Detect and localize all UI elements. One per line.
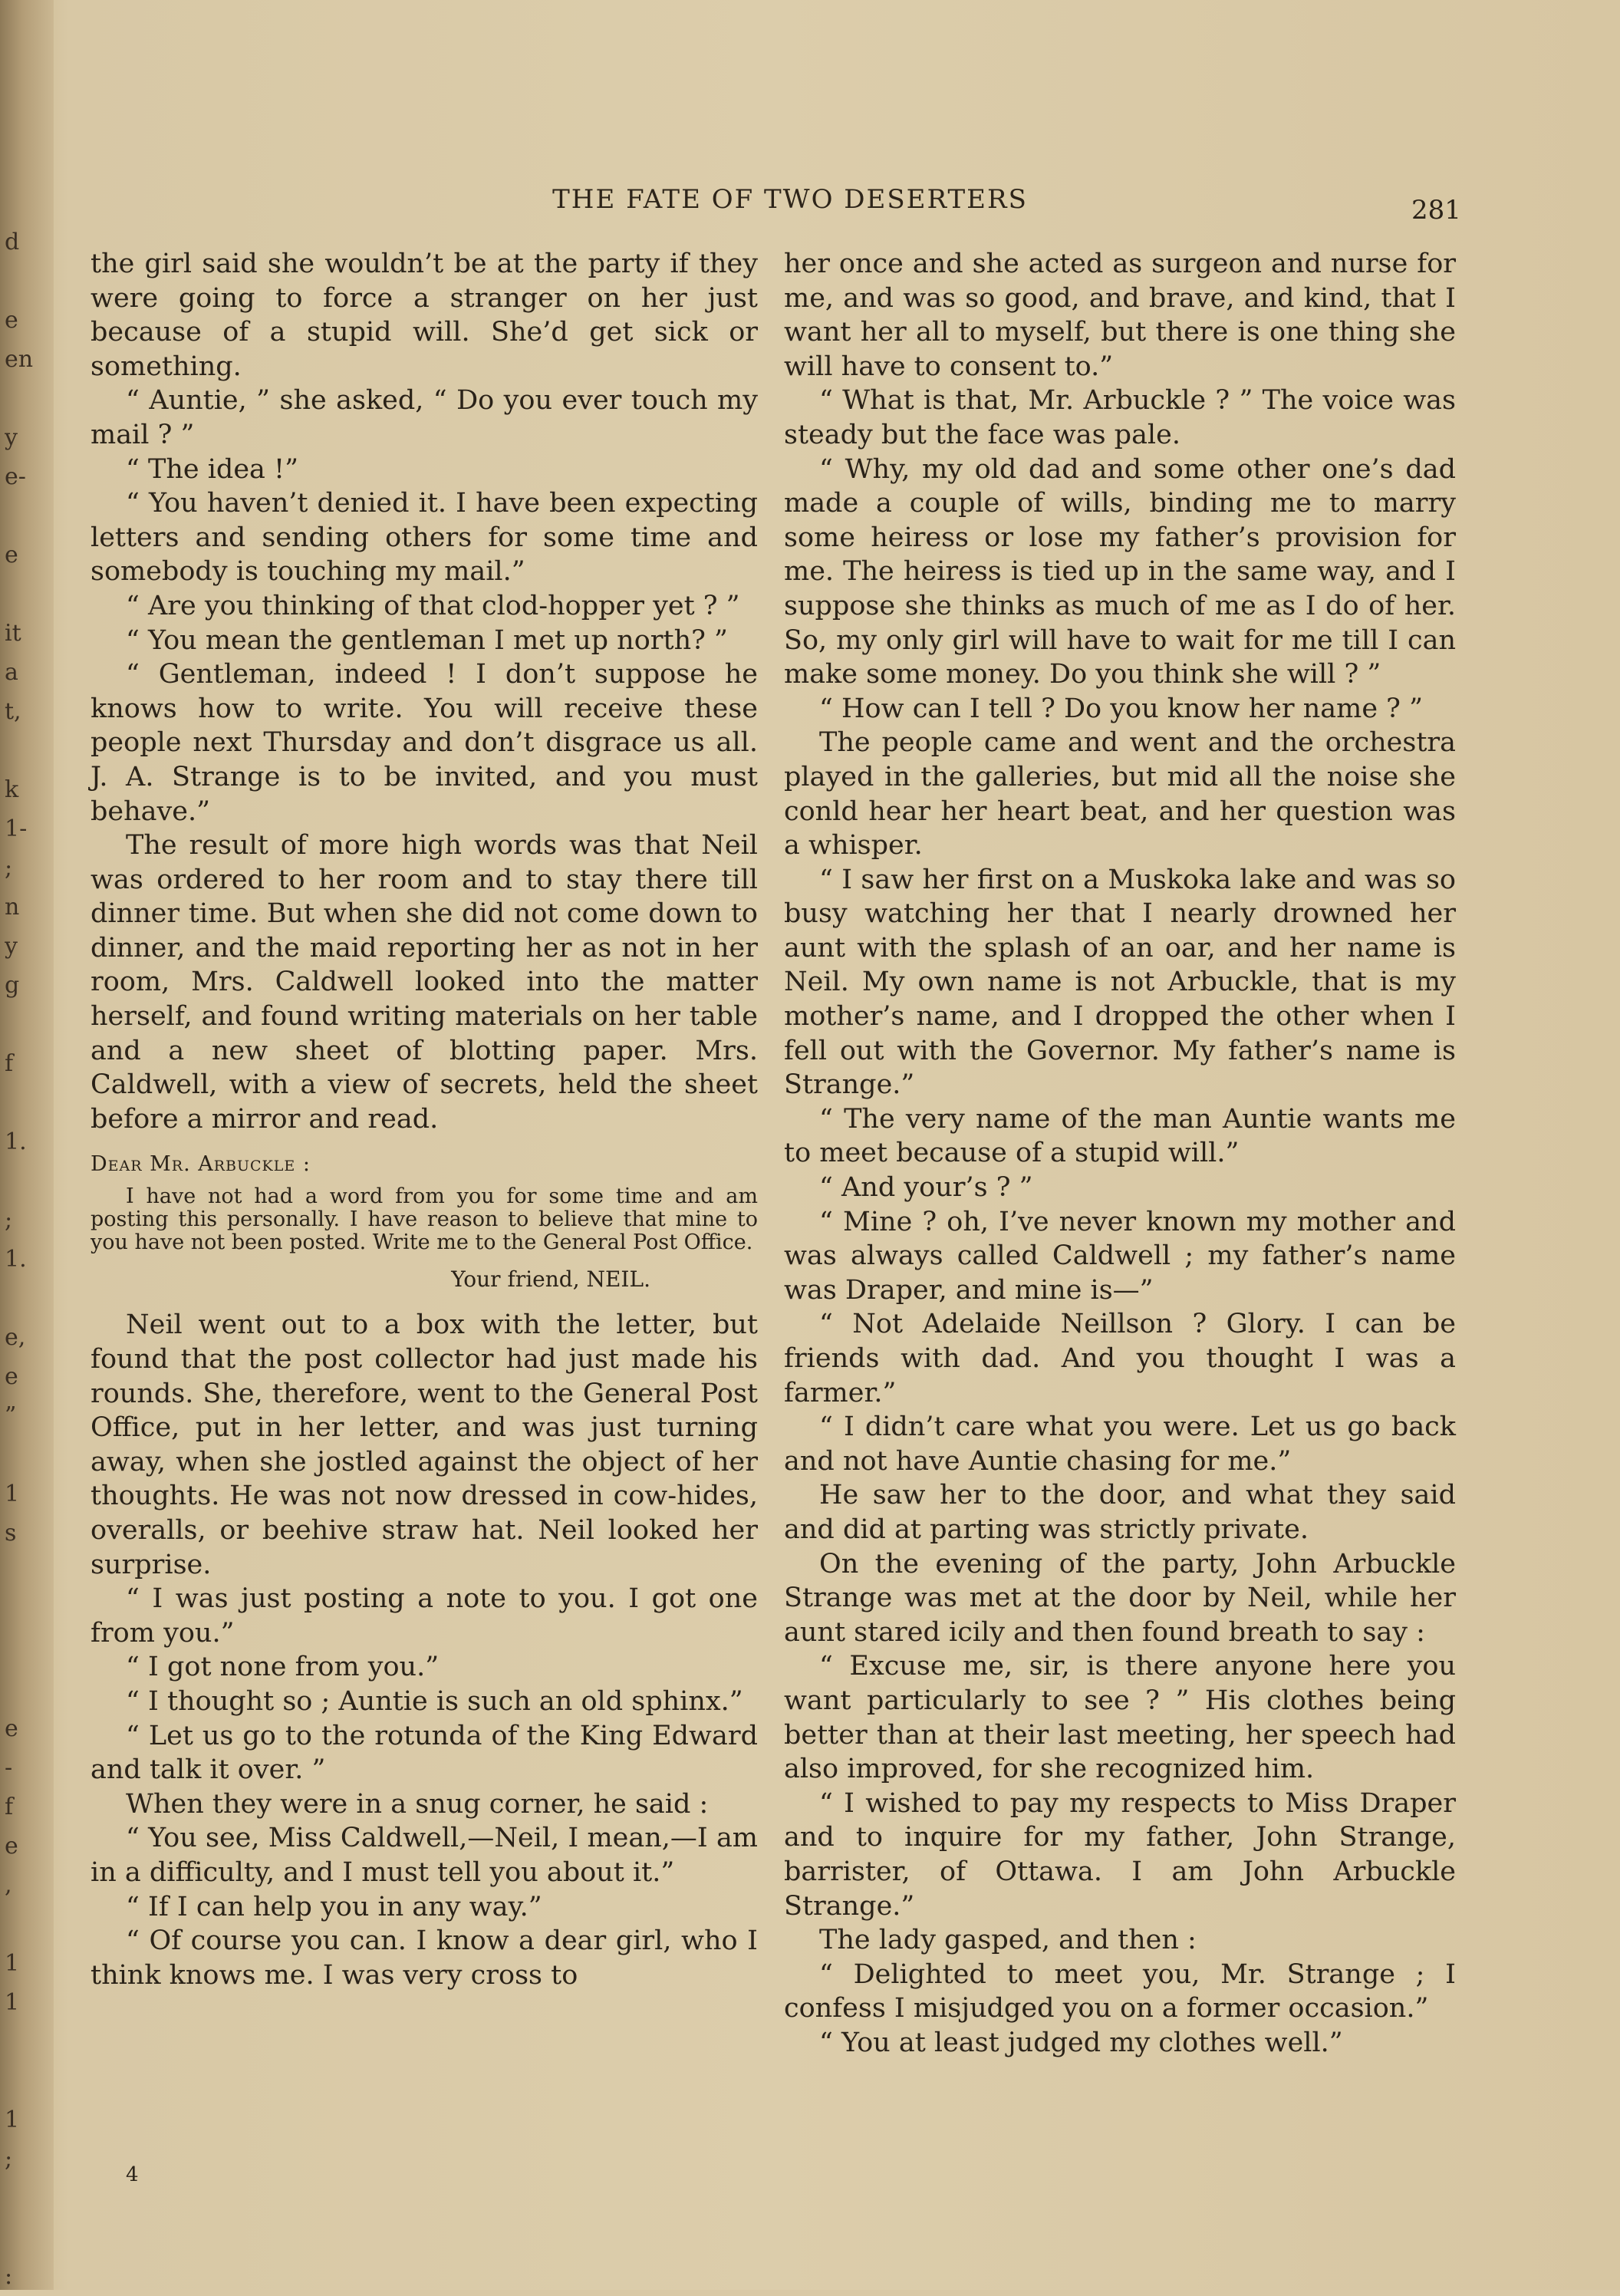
margin-fragment: y <box>5 424 18 451</box>
paragraph: “ You mean the gentleman I met up north? ” <box>126 624 728 656</box>
margin-fragment: e <box>5 1715 18 1742</box>
paragraph: the girl said she wouldn’t be at the party if they were going to force a stranger on her just because of a stupid will. She’d get sick or something. <box>91 249 758 382</box>
margin-fragment: t, <box>5 698 21 725</box>
paragraph: “ How can I tell ? Do you know her name ? ” <box>819 693 1423 724</box>
margin-fragment: - <box>5 1754 13 1781</box>
paragraph: “ Excuse me, sir, is there anyone here you want particularly to see ? ” His clothes being better than at their last meeting, her speech had also improved, for she recognized him. <box>784 1651 1456 1785</box>
paragraph: On the evening of the party, John Arbuckle Strange was met at the door by Neil, while her aunt stared icily and then found breath to say : <box>784 1548 1456 1648</box>
margin-fragment <box>5 1670 35 1709</box>
paragraph: “ I didn’t care what you were. Let us go back and not have Auntie chasing for me.” <box>784 1412 1456 1477</box>
paragraph: “ What is that, Mr. Arbuckle ? ” The voice was steady but the face was pale. <box>784 385 1456 450</box>
paragraph: The people came and went and the orchestra played in the galleries, but mid all the noise she conld hear her heart beat, and her question was a whisper. <box>784 727 1456 861</box>
paragraph: The result of more high words was that Neil was ordered to her room and to stay there till dinner time. But when she did not come down to dinner, and the maid reporting her as not in her room, Mrs. Caldwell looked into the matter herself, and found writing materials on her table and a new sheet of blotting paper. Mrs. Caldwell, with a view of secrets, held the sheet before a mirror and read. <box>91 830 758 1135</box>
paragraph: “ I got none from you.” <box>126 1652 440 1683</box>
margin-fragment: e <box>5 307 18 334</box>
margin-fragment: 1 <box>5 1950 20 1977</box>
margin-fragment: e, <box>5 1324 26 1351</box>
paragraph: “ Delighted to meet you, Mr. Strange ; I confess I misjudged you on a former occasion.” <box>784 1958 1456 2024</box>
margin-fragment <box>5 731 35 770</box>
margin-fragment: e <box>5 1833 18 1860</box>
margin-fragment: e <box>5 542 18 568</box>
margin-fragment <box>5 379 35 418</box>
margin-fragment: f <box>5 1050 14 1077</box>
page-number: 281 <box>1411 195 1461 226</box>
paragraph: “ Gentleman, indeed ! I don’t suppose he knows how to write. You will receive these people next Thursday and don’t disgrace us all. J. A. Strange is to be invited, and you must behave.” <box>91 659 758 827</box>
left-column-paragraphs <box>91 247 758 1136</box>
margin-fragment: e- <box>5 463 26 490</box>
margin-fragment: 1. <box>5 1246 27 1273</box>
margin-fragment: : <box>5 2263 13 2290</box>
margin-fragment: k <box>5 776 19 803</box>
margin-fragment <box>5 1553 35 1592</box>
letter-signoff: Your friend, NEIL. <box>451 1267 650 1293</box>
left-column <box>91 247 758 1992</box>
paragraph: He saw her to the door, and what they said and did at parting was strictly private. <box>784 1480 1456 1545</box>
signature-mark: 4 <box>126 2163 139 2186</box>
paragraph: “ I was just posting a note to you. I got one from you.” <box>91 1583 758 1649</box>
letter-body: I have not had a word from you for some time and am posting this personally. I have reason to believe that mine to you have not been posted. Write me to the General Post Office. <box>91 1184 758 1255</box>
margin-fragment <box>5 2179 35 2218</box>
paragraph: “ And your’s ? ” <box>819 1172 1033 1204</box>
paragraph: her once and she acted as surgeon and nurse for me, and was so good, and brave, and kind, that I want her all to myself, but there is one thing she will have to consent to.” <box>784 249 1456 382</box>
paragraph: “ Of course you can. I know a dear girl, who I think knows me. I was very cross to <box>91 1925 758 1991</box>
margin-fragment <box>5 1083 35 1122</box>
margin-fragment: g <box>5 972 20 999</box>
margin-fragment: 1- <box>5 815 28 842</box>
margin-fragment <box>5 496 35 535</box>
paragraph: “ Not Adelaide Neillson ? Glory. I can be friends with dad. And you thought I was a farmer.” <box>784 1309 1456 1408</box>
right-column <box>784 247 1456 2060</box>
letter <box>91 1153 758 1291</box>
running-head: THE FATE OF TWO DESERTERS <box>552 184 1028 215</box>
paragraph: Neil went out to a box with the letter, but found that the post collector had just made his rounds. She, therefore, went to the General Post Office, put in her letter, and was just turning away, when she jostled against the object of her thoughts. He was not now dressed in cow-hides, overalls, or beehive straw hat. Neil looked her surprise. <box>91 1309 758 1580</box>
margin-fragment: ; <box>5 855 13 881</box>
right-column-paragraphs <box>784 247 1456 2060</box>
paragraph: “ I thought so ; Auntie is such an old sphinx.” <box>126 1685 743 1717</box>
margin-fragment <box>5 1435 35 1474</box>
margin-fragment <box>5 1905 35 1944</box>
margin-fragment: 1. <box>5 1128 27 1155</box>
paragraph: “ Mine ? oh, I’ve never known my mother and was always called Caldwell ; my father’s name was Draper, and mine is—” <box>784 1206 1456 1306</box>
paragraph: “ Auntie, ” she asked, “ Do you ever touch my mail ? ” <box>91 385 758 450</box>
margin-fragment: d <box>5 229 20 255</box>
margin-fragment <box>5 1161 35 1201</box>
margin-fragment: y <box>5 933 18 960</box>
margin-fragment: s <box>5 1520 17 1547</box>
paragraph: “ You at least judged my clothes well.” <box>819 2027 1343 2058</box>
paragraph: “ If I can help you in any way.” <box>126 1891 542 1922</box>
margin-fragment <box>5 1279 35 1318</box>
paragraph: “ I saw her first on a Muskoka lake and was so busy watching her that I nearly drowned her aunt with the splash of an oar, and her name is Neil. My own name is not Arbuckle, that is my mother’s name, and I dropped the other when I fell out with the Governor. My father’s name is Strange.” <box>784 864 1456 1101</box>
paragraph: “ Why, my old dad and some other one’s dad made a couple of wills, binding me to marry some heiress or lose my father’s provision for me. The heiress is tied up in the same way, and I suppose she thinks as much of me as I do of her. So, my only girl will have to wait for me till I can make some money. Do you think she will ? ” <box>784 453 1456 690</box>
margin-fragment: ” <box>5 1402 17 1429</box>
margin-fragment: a <box>5 659 18 686</box>
margin-fragment: f <box>5 1794 14 1820</box>
margin-fragment <box>5 2022 35 2061</box>
paragraph: “ The idea !” <box>126 453 299 485</box>
margin-fragment: it <box>5 620 21 647</box>
margin-fragment: ; <box>5 1207 13 1234</box>
paragraph: When they were in a snug corner, he said : <box>126 1788 709 1820</box>
paragraph: The lady gasped, and then : <box>819 1925 1197 1956</box>
margin-fragment <box>5 2061 35 2100</box>
margin-fragment <box>5 1005 35 1044</box>
left-column-paragraphs-continued <box>91 1308 758 1992</box>
letter-salutation: Dear Mr. Arbuckle : <box>91 1152 311 1177</box>
margin-fragment: 1 <box>5 1481 20 1507</box>
margin-fragment <box>5 575 35 614</box>
margin-fragment <box>5 1631 35 1670</box>
margin-fragment: n <box>5 894 20 921</box>
margin-fragment: ; <box>5 2146 13 2172</box>
margin-fragment: e <box>5 1363 18 1390</box>
paragraph: “ The very name of the man Auntie wants me to meet because of a stupid will.” <box>784 1103 1456 1169</box>
margin-fragment: 1 <box>5 2107 20 2133</box>
margin-fragment: , <box>5 1872 12 1899</box>
facing-page-fragments <box>5 222 35 2296</box>
paragraph: “ You see, Miss Caldwell,—Neil, I mean,—I am in a difficulty, and I must tell you about it.” <box>91 1823 758 1888</box>
margin-fragment <box>5 2218 35 2257</box>
paragraph: “ You haven’t denied it. I have been expecting letters and sending others for some time and somebody is touching my mail.” <box>91 488 758 588</box>
paragraph: “ I wished to pay my respects to Miss Draper and to inquire for my father, John Strange, barrister, of Ottawa. I am John Arbuckle Strange.” <box>784 1787 1456 1922</box>
paragraph: “ Let us go to the rotunda of the King Edward and talk it over. ” <box>91 1720 758 1786</box>
paragraph: “ Are you thinking of that clod-hopper yet ? ” <box>126 590 740 621</box>
margin-fragment: en <box>5 346 34 373</box>
margin-fragment: 1 <box>5 1989 20 2016</box>
margin-fragment <box>5 1592 35 1631</box>
margin-fragment <box>5 262 35 301</box>
